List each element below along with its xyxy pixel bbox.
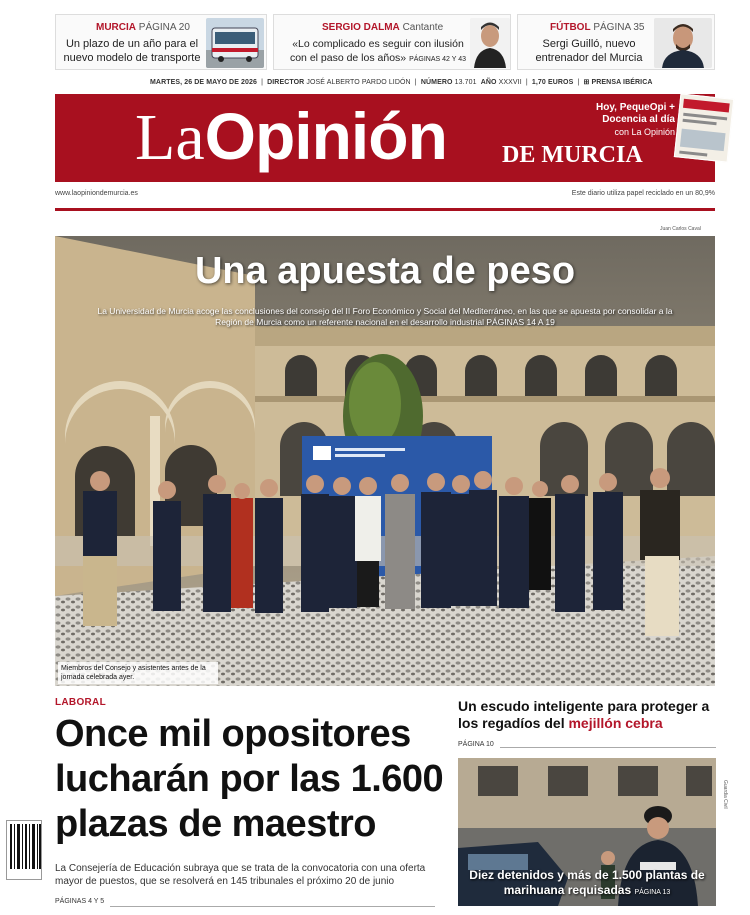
recycled-paper-note: Este diario utiliza papel reciclado en un 80,9% (571, 190, 715, 197)
singer-portrait (470, 18, 510, 68)
top-teasers (55, 14, 715, 72)
teaser-text: Sergi Guilló, nuevo entrenador del Murcia (535, 38, 643, 64)
teaser-kicker: SERGIO DALMA Cantante (322, 22, 444, 33)
police-photo[interactable] (458, 758, 716, 906)
bus-thumbnail (206, 18, 264, 68)
hero-headline[interactable]: Una apuesta de peso (194, 250, 576, 292)
masthead (55, 94, 715, 182)
cloister-group-photo (55, 236, 715, 686)
logo-subtitle: DE MURCIA (502, 142, 643, 168)
hero-photo[interactable] (55, 236, 715, 686)
newspaper-logo[interactable]: LaOpinión (135, 99, 447, 174)
edition-meta: MARTES, 26 DE MAYO DE 2026 | DIRECTOR JOSÉ ALBERTO PARDO LIDÓN | NÚMERO 13.701 AÑO XXXVII | 1,70 EUROS | ⊞ PRENSA IBÉRICA (150, 79, 653, 86)
page-reference[interactable]: PÁGINA 10 (458, 741, 494, 748)
main-headline[interactable]: Once mil opositores lucharán por las 1.600 plazas de maestro (55, 713, 444, 845)
photo-credit: Juan Carlos Caval (660, 226, 701, 232)
main-dek: La Consejería de Educación subraya que se trata de la convocatoria con una oferta mayor de puestos, que se resolverá en 145 tribunales el próximo 20 de junio (55, 863, 426, 887)
teaser-futbol[interactable] (517, 14, 715, 70)
supplement-cover-thumbnail (674, 93, 734, 162)
supplement-promo[interactable]: Hoy, PequeOpi + Docencia al día con La Opinión (596, 102, 675, 137)
page-reference[interactable]: PÁGINAS 4 Y 5 (55, 898, 105, 905)
teaser-text: Un plazo de un año para el nuevo modelo de transporte (63, 38, 201, 64)
url-row (55, 190, 715, 197)
website-link[interactable]: www.laopiniondemurcia.es (55, 190, 138, 197)
barcode (6, 820, 42, 880)
teaser-kicker: MURCIA PÁGINA 20 (96, 22, 190, 33)
divider (55, 208, 715, 211)
section-label: LABORAL (55, 697, 106, 708)
divider (500, 747, 716, 748)
photo-caption: Miembros del Consejo y asistentes antes de la jornada celebrada ayer. (58, 662, 218, 684)
side-headline[interactable]: Un escudo inteligente para proteger a los regadíos del mejillón cebra (458, 698, 710, 731)
divider (110, 906, 435, 907)
photo-credit: Guardia Civil (722, 780, 728, 809)
teaser-murcia[interactable] (55, 14, 267, 70)
teaser-text: «Lo complicado es seguir con ilusión con el paso de los años» PÁGINAS 42 Y 43 (289, 38, 467, 64)
side-photo-caption: Diez detenidos y más de 1.500 plantas de marihuana requisadas PÁGINA 13 (469, 868, 705, 897)
teaser-sergio-dalma[interactable] (273, 14, 511, 70)
teaser-kicker: FÚTBOL PÁGINA 35 (550, 22, 645, 33)
hero-dek: La Universidad de Murcia acoge las conclusiones del consejo del II Foro Económico y Social del Mediterráneo, en las que se apuesta por consolidar a la Región de Murcia como un referente nacional en el desarrollo industrial PÁGINAS 14 A 19 (97, 306, 673, 327)
coach-portrait (654, 18, 712, 68)
